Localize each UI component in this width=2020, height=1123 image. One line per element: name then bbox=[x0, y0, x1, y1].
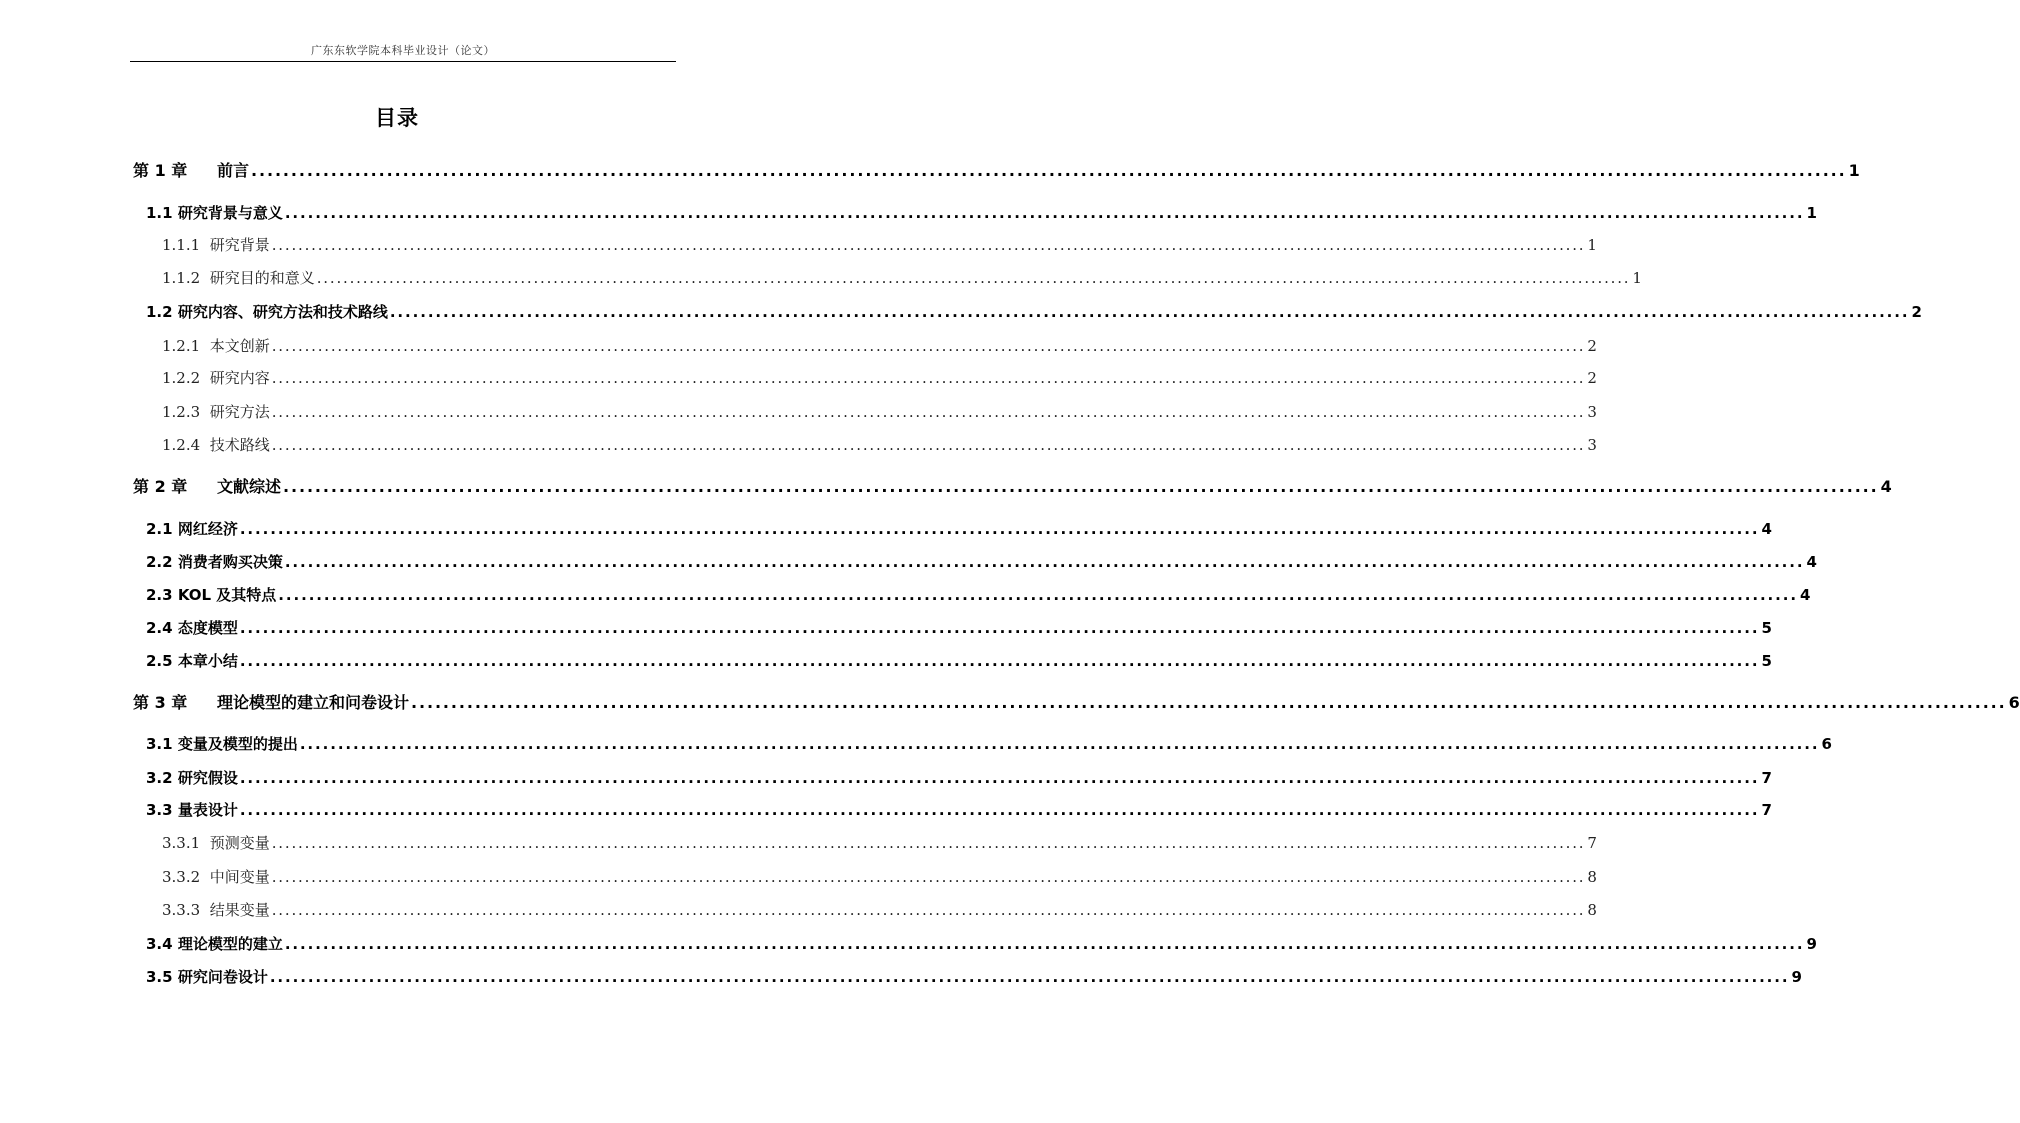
toc-entry-page: 8 bbox=[1587, 901, 1597, 919]
toc-entry-number: 1.1.2 bbox=[162, 269, 201, 287]
toc-entry-title: 理论模型的建立和问卷设计 bbox=[217, 693, 410, 712]
toc-entry-page: 2 bbox=[1587, 369, 1597, 387]
toc-entry-page: 4 bbox=[1761, 520, 1772, 538]
toc-entry-page: 1 bbox=[1806, 204, 1817, 222]
toc-entry-number: 3.3.1 bbox=[162, 834, 201, 852]
dot-leader: ........................................................................................................................................................................................................ bbox=[271, 369, 1586, 387]
toc-entry-label bbox=[133, 476, 281, 498]
toc-entry-title: 研究方法 bbox=[209, 403, 270, 421]
toc-entry-page: 6 bbox=[1821, 735, 1832, 753]
toc-entry[interactable] bbox=[146, 933, 1817, 955]
toc-entry-title: 结果变量 bbox=[209, 901, 270, 919]
toc-entry-page: 7 bbox=[1587, 834, 1597, 852]
toc-entry-label bbox=[162, 899, 270, 921]
page-header: 广东东软学院本科毕业设计（论文） bbox=[311, 44, 495, 57]
toc-entry-label bbox=[146, 584, 276, 606]
toc-entry-page: 4 bbox=[1880, 477, 1892, 496]
dot-leader: ........................................................................................................................................................................................................ bbox=[316, 269, 1631, 287]
toc-entry-page: 5 bbox=[1761, 619, 1772, 637]
toc-entry-label bbox=[146, 966, 268, 988]
toc-entry-number: 2.4 bbox=[146, 619, 173, 637]
toc-entry-label bbox=[146, 617, 238, 639]
dot-leader: ........................................................................................................................................................................................................ bbox=[251, 161, 1847, 180]
dot-leader: ........................................................................................................................................................................................................ bbox=[389, 303, 1910, 321]
toc-entry-title: 研究假设 bbox=[177, 769, 238, 787]
toc-entry[interactable] bbox=[146, 202, 1817, 224]
toc-entry-label bbox=[146, 933, 283, 955]
toc-entry-label bbox=[162, 234, 270, 256]
toc-entry-number: 第 3 章 bbox=[133, 693, 188, 712]
dot-leader: ........................................................................................................................................................................................................ bbox=[299, 735, 1820, 753]
toc-entry-page: 9 bbox=[1806, 935, 1817, 953]
dot-leader: ........................................................................................................................................................................................................ bbox=[271, 834, 1586, 852]
dot-leader: ........................................................................................................................................................................................................ bbox=[239, 652, 1760, 670]
toc-entry-title: 中间变量 bbox=[209, 868, 270, 886]
toc-entry-title: 研究内容 bbox=[209, 369, 270, 387]
page-title: 目录 bbox=[375, 106, 419, 130]
toc-entry[interactable] bbox=[133, 160, 1860, 182]
toc-entry-number: 3.5 bbox=[146, 968, 173, 986]
toc-entry-title: 文献综述 bbox=[217, 477, 282, 496]
dot-leader: ........................................................................................................................................................................................................ bbox=[271, 337, 1586, 355]
dot-leader: ........................................................................................................................................................................................................ bbox=[239, 769, 1760, 787]
dot-leader: ........................................................................................................................................................................................................ bbox=[239, 520, 1760, 538]
dot-leader: ........................................................................................................................................................................................................ bbox=[271, 236, 1586, 254]
dot-leader: ........................................................................................................................................................................................................ bbox=[284, 553, 1805, 571]
toc-entry[interactable] bbox=[162, 267, 1642, 289]
toc-entry-label bbox=[162, 267, 315, 289]
toc-entry[interactable] bbox=[146, 301, 1922, 323]
toc-entry-title: 前言 bbox=[217, 161, 250, 180]
toc-entry[interactable] bbox=[146, 799, 1772, 821]
toc-entry-number: 1.1.1 bbox=[162, 236, 201, 254]
toc-entry-page: 8 bbox=[1587, 868, 1597, 886]
toc-entry-title: 预测变量 bbox=[209, 834, 270, 852]
toc-entry-title: 态度模型 bbox=[177, 619, 238, 637]
toc-entry-label bbox=[146, 767, 238, 789]
dot-leader: ........................................................................................................................................................................................................ bbox=[239, 801, 1760, 819]
toc-entry-title: 研究背景 bbox=[209, 236, 270, 254]
toc-entry-title: 消费者购买决策 bbox=[177, 553, 283, 571]
toc-entry[interactable] bbox=[146, 767, 1772, 789]
dot-leader: ........................................................................................................................................................................................................ bbox=[271, 901, 1586, 919]
toc-entry[interactable] bbox=[146, 584, 1811, 606]
toc-entry[interactable] bbox=[146, 518, 1772, 540]
toc-entry-number: 3.3 bbox=[146, 801, 173, 819]
toc-entry[interactable] bbox=[162, 234, 1597, 256]
toc-entry-label bbox=[133, 160, 249, 182]
toc-entry[interactable] bbox=[133, 692, 2020, 714]
toc-entry-page: 1 bbox=[1587, 236, 1597, 254]
toc-entry-label bbox=[146, 799, 238, 821]
toc-entry-title: KOL 及其特点 bbox=[177, 586, 277, 604]
toc-entry-number: 1.2 bbox=[146, 303, 173, 321]
toc-entry-title: 变量及模型的提出 bbox=[177, 735, 298, 753]
toc-entry[interactable] bbox=[146, 551, 1817, 573]
toc-entry-title: 研究问卷设计 bbox=[177, 968, 268, 986]
toc-entry-title: 研究内容、研究方法和技术路线 bbox=[177, 303, 388, 321]
toc-entry[interactable] bbox=[162, 401, 1597, 423]
toc-entry-number: 1.2.4 bbox=[162, 436, 201, 454]
toc-entry-number: 第 2 章 bbox=[133, 477, 188, 496]
toc-entry-label bbox=[146, 551, 283, 573]
toc-entry-title: 本章小结 bbox=[177, 652, 238, 670]
toc-entry-number: 3.4 bbox=[146, 935, 173, 953]
toc-entry-label bbox=[146, 202, 283, 224]
toc-entry[interactable] bbox=[162, 832, 1597, 854]
toc-entry-number: 1.2.1 bbox=[162, 337, 201, 355]
toc-entry-label bbox=[162, 434, 270, 456]
toc-entry-label bbox=[146, 518, 238, 540]
toc-entry-label bbox=[133, 692, 409, 714]
toc-entry[interactable] bbox=[146, 733, 1832, 755]
toc-entry-label bbox=[162, 866, 270, 888]
toc-entry-number: 2.3 bbox=[146, 586, 173, 604]
toc-entry[interactable] bbox=[162, 899, 1597, 921]
toc-entry-title: 技术路线 bbox=[209, 436, 270, 454]
toc-entry-page: 3 bbox=[1587, 436, 1597, 454]
toc-entry-page: 1 bbox=[1632, 269, 1642, 287]
toc-entry[interactable] bbox=[162, 367, 1597, 389]
dot-leader: ........................................................................................................................................................................................................ bbox=[284, 204, 1805, 222]
toc-entry-page: 3 bbox=[1587, 403, 1597, 421]
toc-entry-number: 2.1 bbox=[146, 520, 173, 538]
toc-entry-page: 9 bbox=[1791, 968, 1802, 986]
dot-leader: ........................................................................................................................................................................................................ bbox=[278, 586, 1798, 604]
toc-entry-title: 研究目的和意义 bbox=[209, 269, 315, 287]
toc-entry-number: 3.3.2 bbox=[162, 868, 201, 886]
toc-entry-number: 3.3.3 bbox=[162, 901, 201, 919]
toc-entry-title: 网红经济 bbox=[177, 520, 238, 538]
toc-entry-page: 1 bbox=[1848, 161, 1860, 180]
toc-entry-page: 5 bbox=[1761, 652, 1772, 670]
toc-entry-page: 2 bbox=[1911, 303, 1922, 321]
toc-entry-number: 1.2.3 bbox=[162, 403, 201, 421]
toc-entry-label bbox=[146, 733, 298, 755]
toc-entry-title: 本文创新 bbox=[209, 337, 270, 355]
toc-entry-page: 7 bbox=[1761, 801, 1772, 819]
toc-entry-label bbox=[146, 650, 238, 672]
toc-entry-label bbox=[162, 832, 270, 854]
toc-entry-number: 3.2 bbox=[146, 769, 173, 787]
toc-entry[interactable] bbox=[146, 966, 1802, 988]
toc-entry-page: 6 bbox=[2008, 693, 2020, 712]
dot-leader: ........................................................................................................................................................................................................ bbox=[284, 935, 1805, 953]
toc-entry[interactable] bbox=[162, 434, 1597, 456]
dot-leader: ........................................................................................................................................................................................................ bbox=[271, 436, 1586, 454]
toc-entry-number: 1.2.2 bbox=[162, 369, 201, 387]
toc-entry-page: 2 bbox=[1587, 337, 1597, 355]
toc-entry[interactable] bbox=[162, 335, 1597, 357]
toc-entry[interactable] bbox=[162, 866, 1597, 888]
toc-entry-number: 1.1 bbox=[146, 204, 173, 222]
toc-entry-title: 研究背景与意义 bbox=[177, 204, 283, 222]
toc-entry-page: 7 bbox=[1761, 769, 1772, 787]
toc-entry[interactable] bbox=[146, 650, 1772, 672]
toc-entry-number: 第 1 章 bbox=[133, 161, 188, 180]
toc-entry-page: 4 bbox=[1799, 586, 1811, 604]
toc-entry[interactable] bbox=[146, 617, 1772, 639]
dot-leader: ........................................................................................................................................................................................................ bbox=[239, 619, 1760, 637]
toc-entry-title: 理论模型的建立 bbox=[177, 935, 283, 953]
dot-leader: ........................................................................................................................................................................................................ bbox=[283, 477, 1879, 496]
dot-leader: ........................................................................................................................................................................................................ bbox=[269, 968, 1790, 986]
dot-leader: ........................................................................................................................................................................................................ bbox=[271, 868, 1586, 886]
toc-entry-number: 3.1 bbox=[146, 735, 173, 753]
toc-entry[interactable] bbox=[133, 476, 1892, 498]
toc-entry-page: 4 bbox=[1806, 553, 1817, 571]
toc-entry-title: 量表设计 bbox=[177, 801, 238, 819]
toc-entry-label bbox=[162, 401, 270, 423]
toc-entry-label bbox=[146, 301, 388, 323]
toc-entry-number: 2.2 bbox=[146, 553, 173, 571]
toc-entry-label bbox=[162, 335, 270, 357]
toc-entry-label bbox=[162, 367, 270, 389]
dot-leader: ........................................................................................................................................................................................................ bbox=[411, 693, 2007, 712]
toc-entry-number: 2.5 bbox=[146, 652, 173, 670]
dot-leader: ........................................................................................................................................................................................................ bbox=[271, 403, 1586, 421]
